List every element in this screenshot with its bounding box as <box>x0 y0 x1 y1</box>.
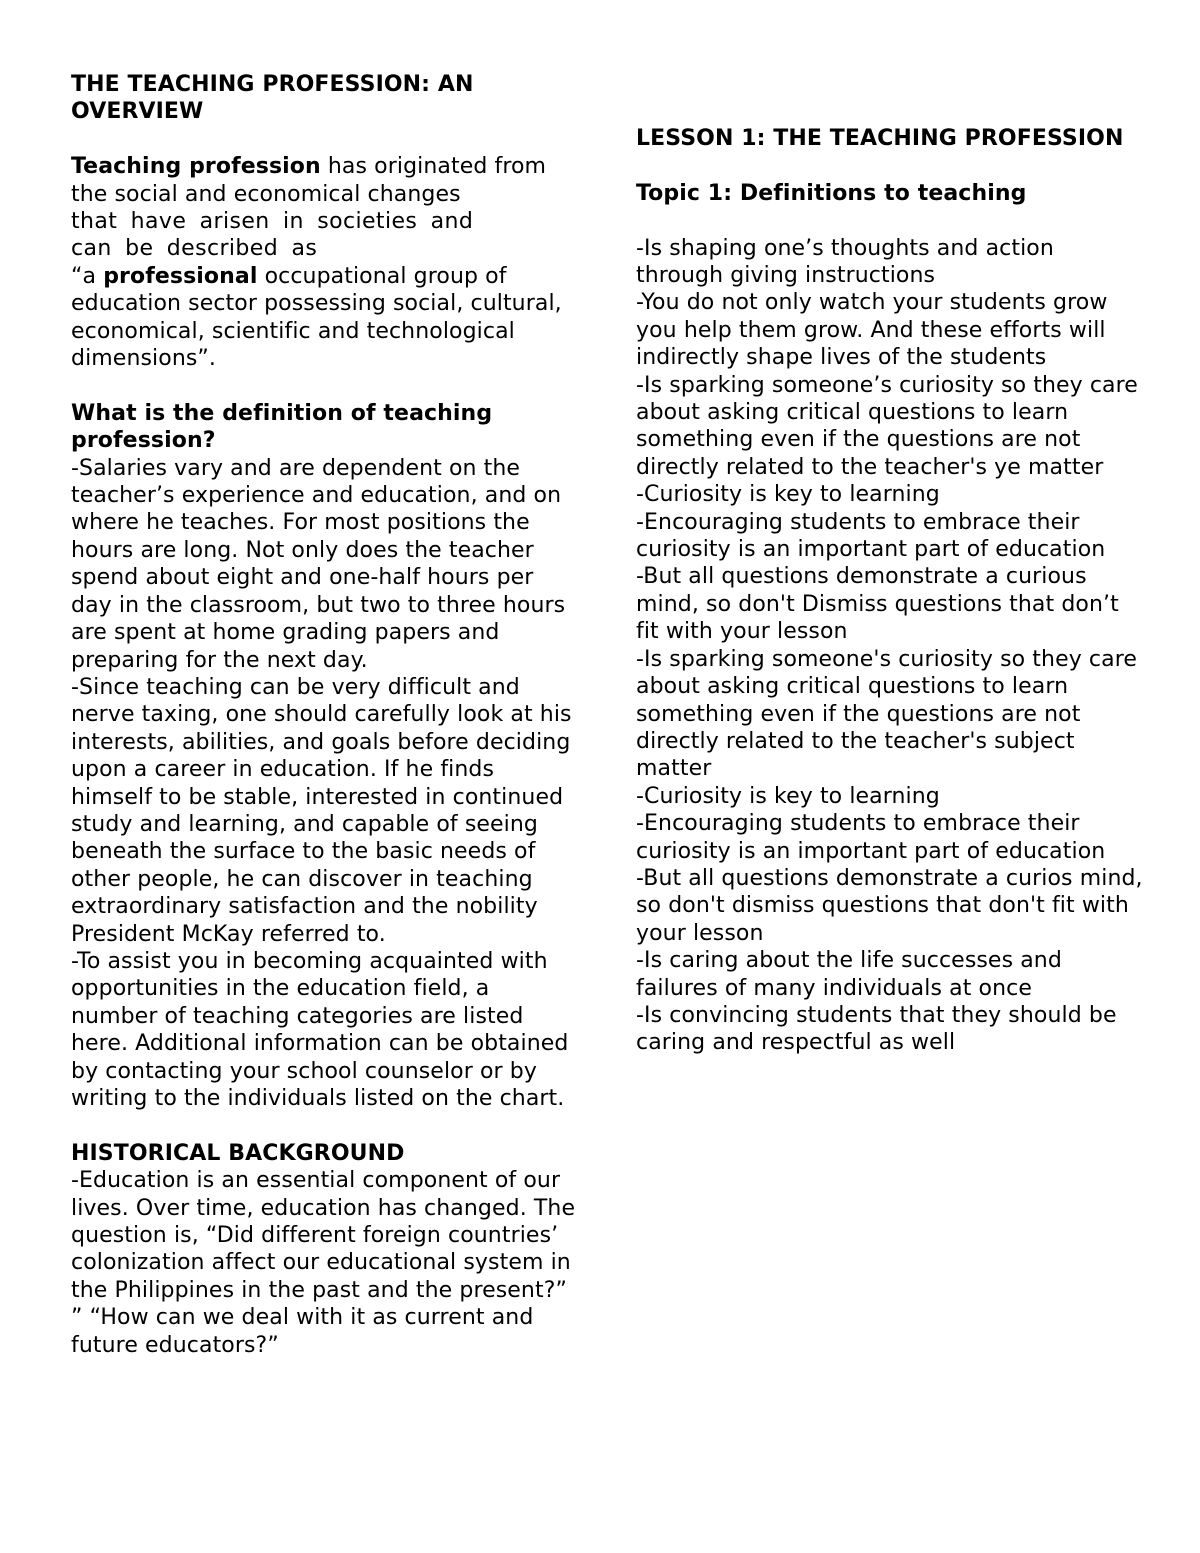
definition-item: -But all questions demonstrate a curious mind, so don't Dismiss questions that don’t fit with your lesson <box>636 564 1119 645</box>
intro-lead-rest: has originated from the social and economical changes <box>71 154 547 207</box>
intro-quote-rest: occupational group of education sector possessing social, cultural, economical, scientific and technological dimensions”. <box>71 263 562 372</box>
spacer <box>71 1112 576 1139</box>
intro-quote <box>71 263 576 373</box>
definition-paragraph-3: -To assist you in becoming acquainted with opportunities in the education field, a number of teaching categories are listed here. Additional information can be obtained by contacting your school counselor or by writing to the individuals listed on the chart. <box>71 948 569 1111</box>
history-heading: HISTORICAL BACKGROUND <box>71 1140 405 1166</box>
overview-title: THE TEACHING PROFESSION: AN OVERVIEW <box>71 72 474 125</box>
definition-item: -But all questions demonstrate a curios mind, so don't dismiss questions that don't fit with your lesson <box>636 865 1143 946</box>
definition-item: -Curiosity is key to learning <box>636 482 940 508</box>
definition-item: -Encouraging students to embrace their curiosity is an important part of education <box>636 811 1106 864</box>
right-column <box>636 125 1146 1057</box>
definition-paragraph-1: -Salaries vary and are dependent on the teacher’s experience and education, and on where he teaches. For most positions the hours are long. Not only does the teacher spend about eight and one-half hours per day in the classroom, but two to three hours are spent at home grading papers and preparing for the next day. <box>71 455 566 673</box>
intro-quote-open: “a <box>71 263 104 289</box>
definition-item: -Is convincing students that they should be caring and respectful as well <box>636 1002 1117 1056</box>
intro-lead-bold: Teaching profession <box>71 154 321 180</box>
spacer <box>636 152 1146 179</box>
spacer <box>636 207 1146 234</box>
definition-paragraph-2: -Since teaching can be very difficult and nerve taxing, one should carefully look at his interests, abilities, and goals before deciding upon a career in education. If he finds himself to be stable, interested in continued study and learning, and capable of seeing beneath the surface to the basic needs of other people, he can discover in teaching extraordinary satisfaction and the nobility President McKay referred to. <box>71 674 572 947</box>
intro-line-spaced-2: can be described as <box>71 236 318 262</box>
spacer <box>71 126 576 153</box>
lesson-title: LESSON 1: THE TEACHING PROFESSION <box>636 126 1124 151</box>
left-column <box>71 71 576 1359</box>
definition-item: -Is caring about the life successes and failures of many individuals at once <box>636 948 1062 1001</box>
spacer <box>71 372 576 399</box>
topic-title: Topic 1: Definitions to teaching <box>636 180 1027 206</box>
intro-paragraph <box>71 153 576 208</box>
definition-item: -Encouraging students to embrace their curiosity is an important part of education <box>636 509 1106 563</box>
definition-item: -Is sparking someone's curiosity so they care about asking critical questions to learn something even if the questions are not directly related to the teacher's subject matter <box>636 646 1137 782</box>
history-paragraph: -Education is an essential component of our lives. Over time, education has changed. The question is, “Did different foreign countries’ colonization affect our educational system in the Philippines in the past and the present?” ” “How can we deal with it as current and future educators?” <box>71 1168 576 1358</box>
definition-heading: What is the definition of teaching profession? <box>71 400 493 454</box>
definition-item: -Is shaping one’s thoughts and action through giving instructions <box>636 235 1054 288</box>
definition-item: -Curiosity is key to learning <box>636 783 940 809</box>
definition-item: -You do not only watch your students grow you help them grow. And these efforts will indirectly shape lives of the students <box>636 290 1108 371</box>
intro-quote-bold: professional <box>103 263 258 289</box>
definition-item: -Is sparking someone’s curiosity so they care about asking critical questions to learn something even if the questions are not directly related to the teacher's ye matter <box>636 372 1138 480</box>
intro-line-spaced-1: that have arisen in societies and <box>71 209 474 235</box>
